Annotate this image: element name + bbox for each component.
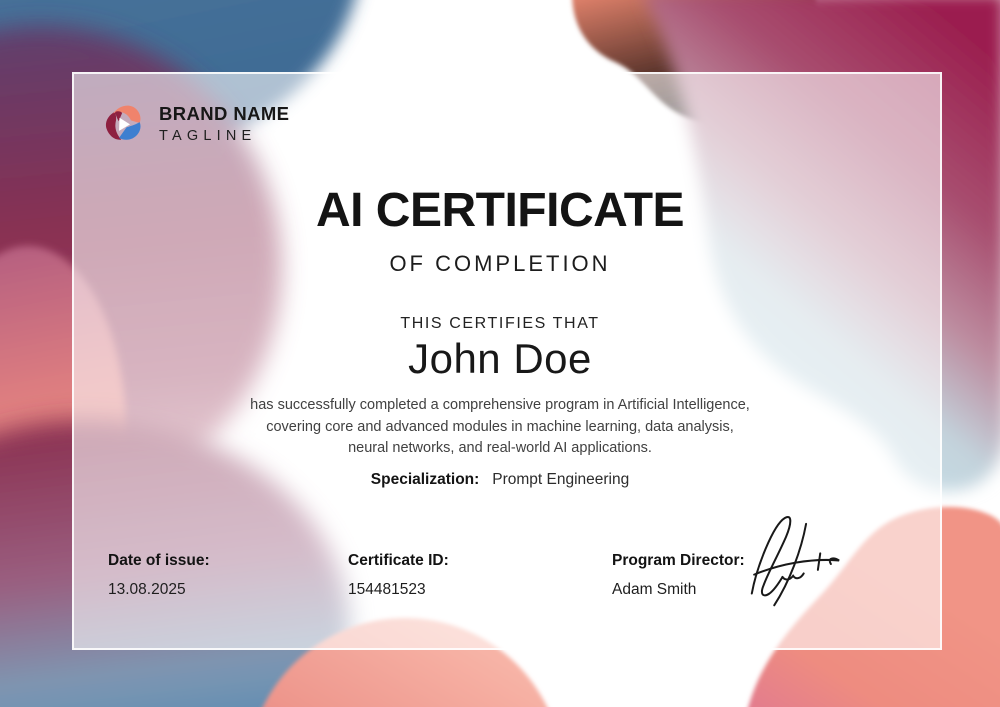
certificate-id-label: Certificate ID: bbox=[348, 552, 449, 569]
brand-logo bbox=[102, 100, 289, 146]
brand-logo-icon bbox=[102, 100, 144, 146]
specialization-label: Specialization: bbox=[370, 471, 480, 488]
date-value: 13.08.2025 bbox=[108, 581, 186, 598]
director-signature bbox=[740, 510, 858, 618]
date-of-issue bbox=[108, 552, 210, 599]
program-director-label: Program Director: bbox=[612, 552, 745, 569]
certificate-title: AI CERTIFICATE bbox=[315, 184, 685, 237]
description-line: covering core and advanced modules in machine learning, data analysis, bbox=[266, 418, 734, 435]
date-label: Date of issue: bbox=[108, 552, 210, 569]
certificate-id-value: 154481523 bbox=[348, 581, 426, 598]
brand-name: BRAND NAME bbox=[159, 102, 290, 124]
certifies-label: THIS CERTIFIES THAT bbox=[400, 315, 600, 332]
description-line: has successfully completed a comprehensive program in Artificial Intelligence, bbox=[250, 397, 750, 413]
specialization-value: Prompt Engineering bbox=[492, 471, 630, 488]
brand-text bbox=[159, 103, 289, 144]
program-director-value: Adam Smith bbox=[612, 581, 697, 598]
brand-tagline: TAGLINE bbox=[159, 127, 257, 144]
recipient-name: John Doe bbox=[408, 335, 592, 382]
program-director bbox=[612, 552, 745, 599]
description bbox=[0, 395, 1000, 460]
description-line: neural networks, and real-world AI applications. bbox=[348, 440, 652, 456]
certificate-id bbox=[348, 552, 449, 599]
specialization bbox=[0, 471, 1000, 489]
certificate-subtitle: OF COMPLETION bbox=[389, 251, 611, 276]
